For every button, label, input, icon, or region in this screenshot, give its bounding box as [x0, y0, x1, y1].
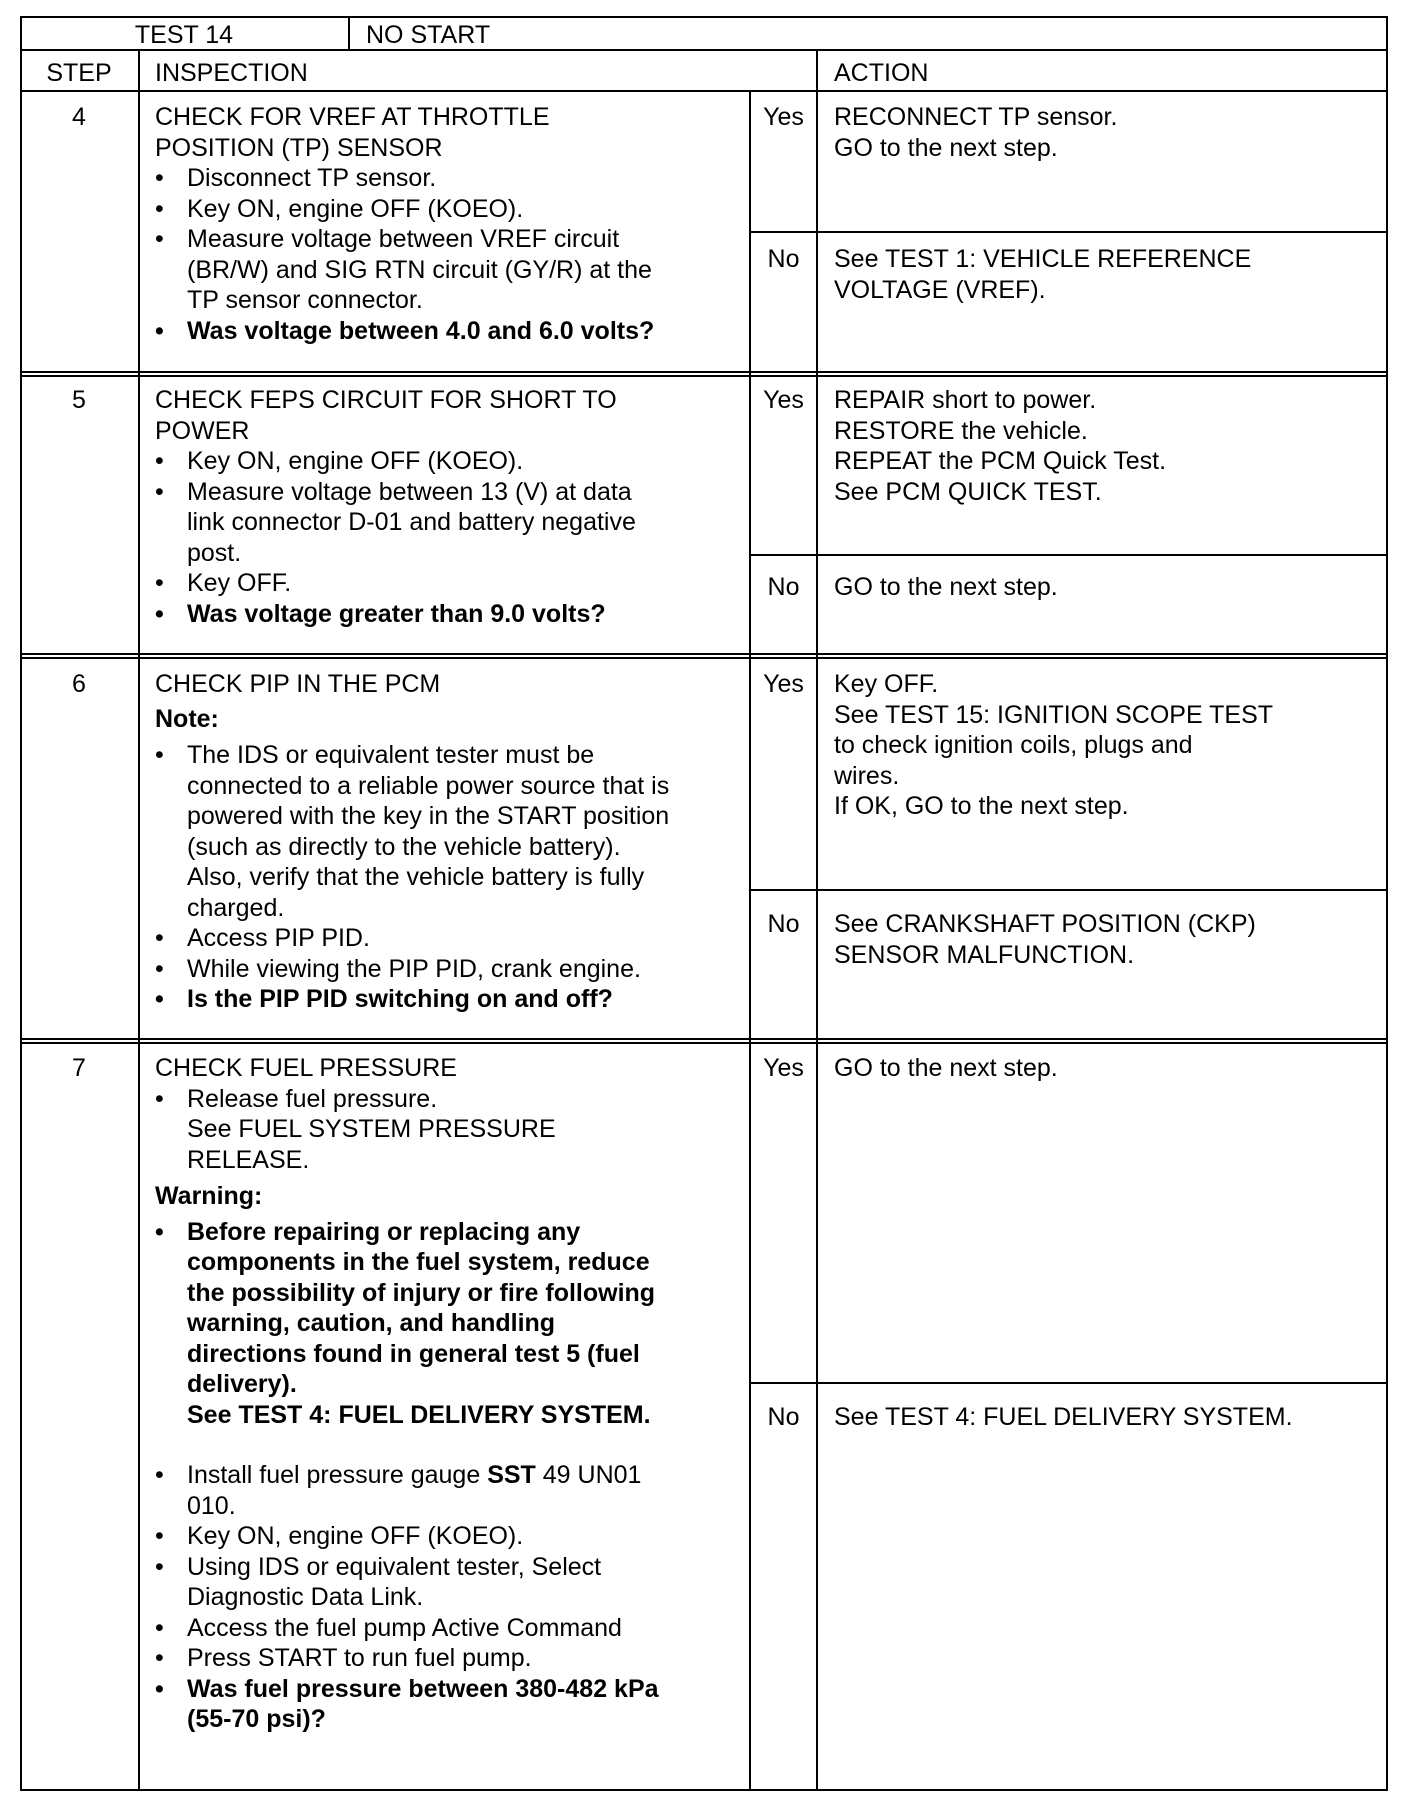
- inspection-heading: POWER: [155, 416, 250, 445]
- rule-yes-no-5: [749, 554, 1388, 556]
- action-line: RECONNECT TP sensor.: [834, 103, 1118, 131]
- step-inspection: [155, 385, 740, 629]
- inspection-heading: CHECK FEPS CIRCUIT FOR SHORT TO: [155, 386, 617, 414]
- warning-bullet: • Before repairing or replacing any: [155, 1217, 581, 1246]
- step-inspection: [155, 1053, 740, 1735]
- action-line: If OK, GO to the next step.: [834, 792, 1129, 820]
- yes-action: [834, 1053, 1058, 1084]
- warning-line: warning, caution, and handling: [187, 1309, 556, 1337]
- warning-line: delivery).: [187, 1370, 297, 1398]
- rule-yes-no-6: [749, 889, 1388, 891]
- inspection-question: • Was voltage greater than 9.0 volts?: [155, 599, 606, 628]
- inspection-bullet: • Key ON, engine OFF (KOEO).: [155, 1522, 524, 1550]
- warning-line: components in the fuel system, reduce: [187, 1248, 650, 1276]
- rule-columns: [20, 90, 1388, 92]
- rule-step-4a: [20, 371, 1388, 373]
- rule-step-5a: [20, 653, 1388, 655]
- warning-line: See TEST 4: FUEL DELIVERY SYSTEM.: [187, 1400, 651, 1429]
- inspection-line: powered with the key in the START position: [187, 802, 670, 830]
- step-number: 7: [72, 1054, 86, 1082]
- inspection-question: • Is the PIP PID switching on and off?: [155, 985, 613, 1013]
- inspection-question: • Was fuel pressure between 380-482 kPa: [155, 1674, 659, 1703]
- inspection-bullet: • Release fuel pressure.: [155, 1084, 438, 1113]
- inspection-bullet: • Install fuel pressure gauge SST 49 UN01: [155, 1461, 642, 1489]
- inspection-bullet: • Access PIP PID.: [155, 924, 370, 952]
- test-number: TEST 14: [134, 21, 234, 49]
- action-line: REPAIR short to power.: [834, 386, 1097, 414]
- rule-step-4b: [20, 375, 1388, 377]
- no-label: No: [767, 910, 800, 938]
- border-left: [20, 16, 22, 1791]
- warning-line: directions found in general test 5 (fuel: [187, 1339, 640, 1368]
- action-line: VOLTAGE (VREF).: [834, 275, 1046, 304]
- inspection-line: 010.: [187, 1491, 236, 1520]
- inspection-line: (BR/W) and SIG RTN circuit (GY/R) at the: [187, 255, 652, 284]
- yes-label: Yes: [763, 1054, 804, 1082]
- no-action: [834, 1402, 1293, 1433]
- warning-line: the possibility of injury or fire following: [187, 1278, 656, 1307]
- no-label: No: [767, 573, 800, 601]
- rule-yes-no-7: [749, 1382, 1388, 1384]
- inspection-heading: CHECK FOR VREF AT THROTTLE: [155, 103, 550, 131]
- border-right: [1386, 16, 1388, 1791]
- inspection-bullet: • While viewing the PIP PID, crank engine.: [155, 954, 641, 983]
- no-label: No: [767, 245, 800, 273]
- yes-action: [834, 385, 1166, 507]
- action-line: to check ignition coils, plugs and: [834, 731, 1193, 759]
- header-divider: [348, 16, 350, 49]
- inspection-line: RELEASE.: [187, 1145, 310, 1174]
- inspection-line: connected to a reliable power source that is: [187, 771, 670, 800]
- yes-action: [834, 669, 1273, 822]
- yes-label: Yes: [763, 386, 804, 414]
- rule-step-5b: [20, 657, 1388, 659]
- inspection-question-line: (55-70 psi)?: [187, 1705, 326, 1733]
- note-label: Note:: [155, 704, 219, 733]
- no-action: [834, 572, 1058, 603]
- border-top: [20, 16, 1388, 18]
- warning-label: Warning:: [155, 1182, 263, 1210]
- inspection-heading: CHECK PIP IN THE PCM: [155, 670, 441, 698]
- diagnostic-test-table: [20, 16, 1388, 1791]
- no-action: [834, 909, 1256, 970]
- inspection-bullet: • Using IDS or equivalent tester, Select: [155, 1552, 602, 1581]
- action-line: See CRANKSHAFT POSITION (CKP): [834, 910, 1256, 938]
- step-number: 6: [72, 670, 86, 698]
- rule-yes-no-4: [749, 231, 1388, 233]
- action-line: GO to the next step.: [834, 133, 1058, 162]
- action-line: GO to the next step.: [834, 573, 1058, 601]
- action-line: See PCM QUICK TEST.: [834, 477, 1102, 506]
- step-number: 5: [72, 386, 86, 414]
- inspection-bullet: • Access the fuel pump Active Command: [155, 1613, 622, 1642]
- action-line: GO to the next step.: [834, 1054, 1058, 1082]
- col-rule-step: [138, 49, 140, 1791]
- action-line: SENSOR MALFUNCTION.: [834, 940, 1135, 969]
- action-line: wires.: [834, 761, 900, 790]
- inspection-line: post.: [187, 538, 242, 567]
- step-inspection: [155, 669, 740, 1015]
- inspection-line: See FUEL SYSTEM PRESSURE: [187, 1115, 556, 1143]
- action-line: REPEAT the PCM Quick Test.: [834, 447, 1167, 475]
- yes-action: [834, 102, 1117, 163]
- rule-step-6b: [20, 1042, 1388, 1044]
- border-bottom: [20, 1789, 1388, 1791]
- inspection-bullet: • The IDS or equivalent tester must be: [155, 741, 595, 769]
- inspection-bullet: • Key ON, engine OFF (KOEO).: [155, 447, 524, 475]
- inspection-bullet: • Measure voltage between VREF circuit: [155, 225, 620, 253]
- action-line: See TEST 1: VEHICLE REFERENCE: [834, 245, 1252, 273]
- inspection-bullet: • Measure voltage between 13 (V) at data: [155, 477, 632, 506]
- inspection-line: link connector D-01 and battery negative: [187, 508, 636, 536]
- inspection-line: Diagnostic Data Link.: [187, 1583, 424, 1611]
- rule-step-6a: [20, 1038, 1388, 1040]
- step-inspection: [155, 102, 740, 346]
- inspection-heading: POSITION (TP) SENSOR: [155, 133, 443, 162]
- inspection-bullet: • Key OFF.: [155, 569, 292, 597]
- inspection-bullet: • Disconnect TP sensor.: [155, 164, 437, 192]
- inspection-line: charged.: [187, 893, 285, 922]
- inspection-line: (such as directly to the vehicle battery).: [187, 832, 621, 861]
- inspection-line: TP sensor connector.: [187, 286, 423, 314]
- col-header-inspection: INSPECTION: [155, 59, 308, 87]
- action-line: Key OFF.: [834, 670, 939, 698]
- no-label: No: [767, 1403, 800, 1431]
- inspection-line: Also, verify that the vehicle battery is fully: [187, 863, 645, 891]
- yes-label: Yes: [763, 103, 804, 131]
- action-line: See TEST 4: FUEL DELIVERY SYSTEM.: [834, 1403, 1293, 1431]
- test-title: NO START: [366, 21, 491, 49]
- yes-label: Yes: [763, 670, 804, 698]
- col-header-action: ACTION: [834, 59, 929, 87]
- action-line: See TEST 15: IGNITION SCOPE TEST: [834, 700, 1274, 729]
- inspection-heading: CHECK FUEL PRESSURE: [155, 1054, 457, 1082]
- inspection-question: • Was voltage between 4.0 and 6.0 volts?: [155, 316, 655, 345]
- col-rule-action: [816, 49, 818, 1791]
- no-action: [834, 244, 1251, 305]
- action-line: RESTORE the vehicle.: [834, 416, 1088, 445]
- inspection-bullet: • Key ON, engine OFF (KOEO).: [155, 194, 524, 223]
- col-header-step: STEP: [46, 59, 112, 87]
- step-number: 4: [72, 103, 86, 131]
- inspection-bullet: • Press START to run fuel pump.: [155, 1644, 532, 1672]
- col-rule-answer: [749, 90, 751, 1790]
